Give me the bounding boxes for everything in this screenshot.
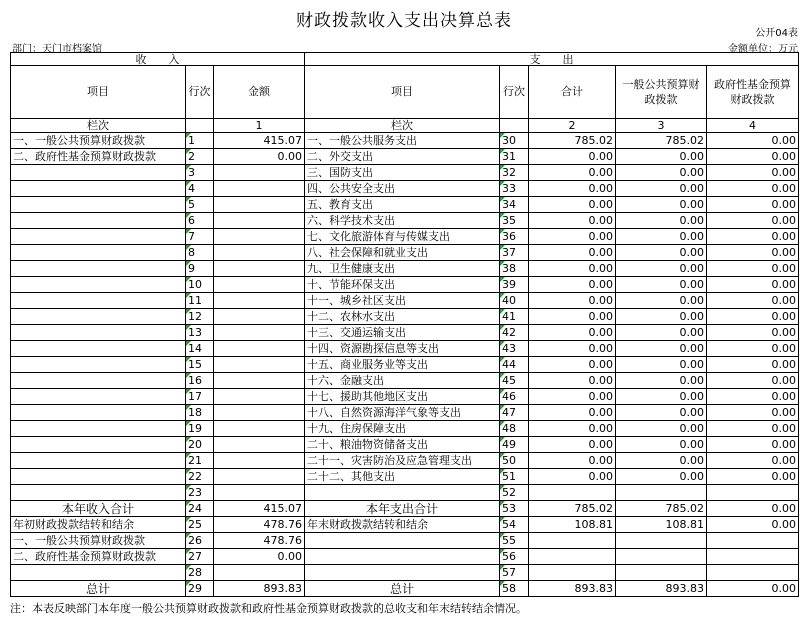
lane-index-4: 4 [707, 119, 799, 133]
income-amount [214, 405, 305, 421]
expense-line-no: 46 [500, 389, 529, 405]
income-item [11, 421, 186, 437]
expense-total-header: 合计 [529, 66, 616, 119]
income-item [11, 165, 186, 181]
general-budget-amount: 0.00 [616, 149, 707, 165]
income-line-no: 14 [186, 341, 214, 357]
expense-line-no: 44 [500, 357, 529, 373]
expense-line-no: 37 [500, 245, 529, 261]
general-budget-amount: 0.00 [616, 325, 707, 341]
expense-line-no: 40 [500, 293, 529, 309]
expense-line-no: 52 [500, 485, 529, 501]
expense-line-header: 行次 [500, 66, 529, 119]
gov-fund-amount: 0.00 [707, 229, 799, 245]
gov-fund-amount: 0.00 [707, 341, 799, 357]
expense-line-no: 55 [500, 533, 529, 549]
table-row [11, 245, 799, 261]
gov-fund-amount: 0.00 [707, 181, 799, 197]
expense-item: 十、节能环保支出 [305, 277, 500, 293]
general-budget-amount: 0.00 [616, 341, 707, 357]
income-line-no: 9 [186, 261, 214, 277]
general-budget-amount: 0.00 [616, 453, 707, 469]
column-header-row [11, 66, 799, 119]
income-amount: 478.76 [214, 517, 305, 533]
expense-total [529, 533, 616, 549]
income-amount [214, 213, 305, 229]
income-line-no: 23 [186, 485, 214, 501]
expense-total: 0.00 [529, 181, 616, 197]
income-item: 一、一般公共预算财政拨款 [11, 533, 186, 549]
gov-fund-amount: 0.00 [707, 309, 799, 325]
expense-line-no: 58 [500, 581, 529, 597]
income-item [11, 389, 186, 405]
income-amount: 415.07 [214, 501, 305, 517]
expense-total: 0.00 [529, 373, 616, 389]
expense-item: 十九、住房保障支出 [305, 421, 500, 437]
income-item: 一、一般公共预算财政拨款 [11, 133, 186, 149]
form-code: 公开04表 [755, 28, 798, 39]
income-item [11, 437, 186, 453]
department-label: 部门：天门市档案馆 [12, 44, 102, 55]
expense-line-no: 48 [500, 421, 529, 437]
gov-fund-amount: 0.00 [707, 437, 799, 453]
table-row [11, 213, 799, 229]
income-line-no: 13 [186, 325, 214, 341]
unit-label: 金额单位：万元 [728, 44, 798, 55]
table-row [11, 389, 799, 405]
expense-total: 108.81 [529, 517, 616, 533]
expense-item: 二十二、其他支出 [305, 469, 500, 485]
income-item: 本年收入合计 [11, 501, 186, 517]
income-line-no: 6 [186, 213, 214, 229]
income-amount [214, 565, 305, 581]
income-line-no: 25 [186, 517, 214, 533]
expense-item: 二十一、灾害防治及应急管理支出 [305, 453, 500, 469]
lane-empty-right [500, 119, 529, 133]
expense-line-no: 34 [500, 197, 529, 213]
table-row [11, 149, 799, 165]
table-row [11, 405, 799, 421]
gov-fund-amount: 0.00 [707, 277, 799, 293]
expense-total: 0.00 [529, 197, 616, 213]
general-budget-amount: 785.02 [616, 501, 707, 517]
income-line-no: 27 [186, 549, 214, 565]
gov-fund-amount [707, 485, 799, 501]
income-line-no: 21 [186, 453, 214, 469]
table-row [11, 325, 799, 341]
expense-line-no: 50 [500, 453, 529, 469]
table-row [11, 181, 799, 197]
income-project-header: 项目 [11, 66, 186, 119]
lane-index-1: 1 [214, 119, 305, 133]
income-item [11, 469, 186, 485]
income-amount [214, 309, 305, 325]
expense-line-no: 51 [500, 469, 529, 485]
lane-empty-left [186, 119, 214, 133]
general-budget-amount: 0.00 [616, 197, 707, 213]
income-item [11, 341, 186, 357]
income-line-no: 7 [186, 229, 214, 245]
expense-total: 893.83 [529, 581, 616, 597]
gov-fund-amount: 0.00 [707, 245, 799, 261]
general-budget-amount: 0.00 [616, 469, 707, 485]
income-item [11, 309, 186, 325]
expense-item: 十七、援助其他地区支出 [305, 389, 500, 405]
income-section-header: 收 入 [11, 53, 305, 66]
gov-fund-amount [707, 533, 799, 549]
gov-fund-amount: 0.00 [707, 421, 799, 437]
expense-total: 0.00 [529, 469, 616, 485]
table-row [11, 581, 799, 597]
gov-fund-amount: 0.00 [707, 501, 799, 517]
general-budget-amount [616, 533, 707, 549]
table-row [11, 373, 799, 389]
expense-item: 二、外交支出 [305, 149, 500, 165]
income-amount: 0.00 [214, 549, 305, 565]
table-row [11, 517, 799, 533]
income-amount: 0.00 [214, 149, 305, 165]
expense-line-no: 31 [500, 149, 529, 165]
table-row [11, 165, 799, 181]
expense-total [529, 549, 616, 565]
income-line-no: 3 [186, 165, 214, 181]
income-item [11, 405, 186, 421]
income-line-no: 26 [186, 533, 214, 549]
expense-item: 总计 [305, 581, 500, 597]
expense-line-no: 33 [500, 181, 529, 197]
expense-item: 三、国防支出 [305, 165, 500, 181]
expense-total: 0.00 [529, 341, 616, 357]
gov-fund-amount: 0.00 [707, 133, 799, 149]
expense-total: 0.00 [529, 389, 616, 405]
expense-total: 0.00 [529, 421, 616, 437]
expense-total: 0.00 [529, 437, 616, 453]
general-budget-amount: 893.83 [616, 581, 707, 597]
income-line-no: 22 [186, 469, 214, 485]
expense-item [305, 565, 500, 581]
income-line-no: 29 [186, 581, 214, 597]
table-row [11, 357, 799, 373]
general-budget-amount: 0.00 [616, 181, 707, 197]
gov-fund-amount: 0.00 [707, 517, 799, 533]
expense-item: 十五、商业服务业等支出 [305, 357, 500, 373]
lane-label-left: 栏次 [11, 119, 186, 133]
expense-total: 0.00 [529, 325, 616, 341]
expense-line-no: 43 [500, 341, 529, 357]
gov-fund-amount: 0.00 [707, 165, 799, 181]
gov-fund-amount: 0.00 [707, 357, 799, 373]
expense-total [529, 565, 616, 581]
table-row [11, 501, 799, 517]
expense-line-no: 35 [500, 213, 529, 229]
income-item: 二、政府性基金预算财政拨款 [11, 549, 186, 565]
income-amount [214, 165, 305, 181]
expense-total: 785.02 [529, 501, 616, 517]
general-budget-amount: 0.00 [616, 357, 707, 373]
table-row [11, 277, 799, 293]
income-item [11, 229, 186, 245]
general-budget-amount: 0.00 [616, 437, 707, 453]
expense-item: 一、一般公共服务支出 [305, 133, 500, 149]
expense-line-no: 53 [500, 501, 529, 517]
expense-total [529, 485, 616, 501]
report-title: 财政拨款收入支出决算总表 [296, 11, 512, 31]
income-line-no: 2 [186, 149, 214, 165]
income-line-no: 20 [186, 437, 214, 453]
expense-total: 0.00 [529, 277, 616, 293]
expense-item: 九、卫生健康支出 [305, 261, 500, 277]
expense-item: 五、教育支出 [305, 197, 500, 213]
gov-fund-amount: 0.00 [707, 325, 799, 341]
income-amount [214, 389, 305, 405]
table-row [11, 293, 799, 309]
expense-item: 八、社会保障和就业支出 [305, 245, 500, 261]
income-line-no: 28 [186, 565, 214, 581]
expense-total: 785.02 [529, 133, 616, 149]
income-item [11, 261, 186, 277]
gov-fund-amount [707, 549, 799, 565]
income-item [11, 325, 186, 341]
expense-line-no: 45 [500, 373, 529, 389]
general-budget-amount [616, 565, 707, 581]
expense-total: 0.00 [529, 213, 616, 229]
expense-section-header: 支 出 [305, 53, 799, 66]
lane-row [11, 119, 799, 133]
general-budget-amount [616, 485, 707, 501]
income-amount: 893.83 [214, 581, 305, 597]
table-row [11, 261, 799, 277]
expense-item [305, 485, 500, 501]
income-item [11, 373, 186, 389]
table-row [11, 309, 799, 325]
general-budget-amount: 0.00 [616, 405, 707, 421]
income-amount: 478.76 [214, 533, 305, 549]
table-row [11, 549, 799, 565]
general-budget-amount: 0.00 [616, 421, 707, 437]
gov-fund-header: 政府性基金预算财政拨款 [707, 66, 799, 119]
expense-total: 0.00 [529, 357, 616, 373]
general-budget-amount: 785.02 [616, 133, 707, 149]
income-line-no: 11 [186, 293, 214, 309]
income-line-no: 8 [186, 245, 214, 261]
expense-line-no: 36 [500, 229, 529, 245]
income-line-no: 12 [186, 309, 214, 325]
income-item: 年初财政拨款结转和结余 [11, 517, 186, 533]
income-item [11, 197, 186, 213]
expense-line-no: 30 [500, 133, 529, 149]
expense-total: 0.00 [529, 309, 616, 325]
table-row [11, 469, 799, 485]
lane-index-3: 3 [616, 119, 707, 133]
general-budget-amount: 108.81 [616, 517, 707, 533]
income-amount [214, 293, 305, 309]
expense-item: 四、公共安全支出 [305, 181, 500, 197]
gov-fund-amount: 0.00 [707, 469, 799, 485]
income-item [11, 293, 186, 309]
income-amount [214, 357, 305, 373]
general-budget-amount [616, 549, 707, 565]
expense-line-no: 41 [500, 309, 529, 325]
income-amount-header: 金额 [214, 66, 305, 119]
expense-project-header: 项目 [305, 66, 500, 119]
expense-item: 本年支出合计 [305, 501, 500, 517]
income-line-no: 1 [186, 133, 214, 149]
income-line-no: 17 [186, 389, 214, 405]
income-amount [214, 485, 305, 501]
gov-fund-amount [707, 565, 799, 581]
gov-fund-amount: 0.00 [707, 373, 799, 389]
income-amount [214, 469, 305, 485]
gov-fund-amount: 0.00 [707, 453, 799, 469]
income-amount [214, 373, 305, 389]
expense-line-no: 47 [500, 405, 529, 421]
expense-total: 0.00 [529, 453, 616, 469]
general-budget-amount: 0.00 [616, 165, 707, 181]
general-budget-amount: 0.00 [616, 213, 707, 229]
income-item [11, 565, 186, 581]
income-item [11, 245, 186, 261]
expense-total: 0.00 [529, 245, 616, 261]
expense-item: 十四、资源勘探信息等支出 [305, 341, 500, 357]
income-line-no: 10 [186, 277, 214, 293]
general-budget-header: 一般公共预算财政拨款 [616, 66, 707, 119]
gov-fund-amount: 0.00 [707, 293, 799, 309]
section-header-row [11, 53, 799, 66]
expense-total: 0.00 [529, 229, 616, 245]
income-amount [214, 245, 305, 261]
expense-item: 十二、农林水支出 [305, 309, 500, 325]
table-row [11, 437, 799, 453]
expense-item: 十八、自然资源海洋气象等支出 [305, 405, 500, 421]
lane-index-2: 2 [529, 119, 616, 133]
expense-item: 十三、交通运输支出 [305, 325, 500, 341]
expense-total: 0.00 [529, 405, 616, 421]
general-budget-amount: 0.00 [616, 245, 707, 261]
income-amount [214, 229, 305, 245]
general-budget-amount: 0.00 [616, 261, 707, 277]
table-row [11, 485, 799, 501]
expense-line-no: 57 [500, 565, 529, 581]
expense-total: 0.00 [529, 293, 616, 309]
income-line-no: 19 [186, 421, 214, 437]
gov-fund-amount: 0.00 [707, 581, 799, 597]
general-budget-amount: 0.00 [616, 309, 707, 325]
general-budget-amount: 0.00 [616, 389, 707, 405]
income-line-no: 4 [186, 181, 214, 197]
footnote: 注：本表反映部门本年度一般公共预算财政拨款和政府性基金预算财政拨款的总收支和年末结转结余情况。 [10, 602, 527, 615]
gov-fund-amount: 0.00 [707, 261, 799, 277]
gov-fund-amount: 0.00 [707, 405, 799, 421]
expense-item: 六、科学技术支出 [305, 213, 500, 229]
income-line-no: 24 [186, 501, 214, 517]
income-item: 二、政府性基金预算财政拨款 [11, 149, 186, 165]
budget-table [10, 52, 799, 597]
general-budget-amount: 0.00 [616, 229, 707, 245]
income-line-no: 15 [186, 357, 214, 373]
general-budget-amount: 0.00 [616, 277, 707, 293]
expense-item: 十六、金融支出 [305, 373, 500, 389]
table-row [11, 133, 799, 149]
income-item [11, 213, 186, 229]
table-row [11, 341, 799, 357]
expense-item [305, 533, 500, 549]
expense-total: 0.00 [529, 149, 616, 165]
expense-item: 二十、粮油物资储备支出 [305, 437, 500, 453]
table-row [11, 197, 799, 213]
income-amount: 415.07 [214, 133, 305, 149]
general-budget-amount: 0.00 [616, 293, 707, 309]
income-line-no: 16 [186, 373, 214, 389]
income-item [11, 277, 186, 293]
expense-item: 十一、城乡社区支出 [305, 293, 500, 309]
income-amount [214, 437, 305, 453]
income-amount [214, 197, 305, 213]
income-amount [214, 181, 305, 197]
income-item [11, 453, 186, 469]
income-line-header: 行次 [186, 66, 214, 119]
gov-fund-amount: 0.00 [707, 389, 799, 405]
expense-line-no: 49 [500, 437, 529, 453]
general-budget-amount: 0.00 [616, 373, 707, 389]
gov-fund-amount: 0.00 [707, 149, 799, 165]
expense-total: 0.00 [529, 261, 616, 277]
income-item [11, 485, 186, 501]
expense-item [305, 549, 500, 565]
income-amount [214, 421, 305, 437]
gov-fund-amount: 0.00 [707, 197, 799, 213]
expense-line-no: 42 [500, 325, 529, 341]
income-amount [214, 325, 305, 341]
table-row [11, 453, 799, 469]
expense-line-no: 32 [500, 165, 529, 181]
expense-line-no: 39 [500, 277, 529, 293]
income-item [11, 181, 186, 197]
expense-line-no: 54 [500, 517, 529, 533]
table-row [11, 533, 799, 549]
expense-total: 0.00 [529, 165, 616, 181]
income-item [11, 357, 186, 373]
income-item: 总计 [11, 581, 186, 597]
expense-item: 七、文化旅游体育与传媒支出 [305, 229, 500, 245]
expense-line-no: 56 [500, 549, 529, 565]
income-amount [214, 277, 305, 293]
table-row [11, 229, 799, 245]
expense-line-no: 38 [500, 261, 529, 277]
table-row [11, 565, 799, 581]
income-line-no: 18 [186, 405, 214, 421]
income-amount [214, 341, 305, 357]
income-amount [214, 453, 305, 469]
income-line-no: 5 [186, 197, 214, 213]
table-row [11, 421, 799, 437]
gov-fund-amount: 0.00 [707, 213, 799, 229]
expense-item: 年末财政拨款结转和结余 [305, 517, 500, 533]
lane-label-right: 栏次 [305, 119, 500, 133]
income-amount [214, 261, 305, 277]
